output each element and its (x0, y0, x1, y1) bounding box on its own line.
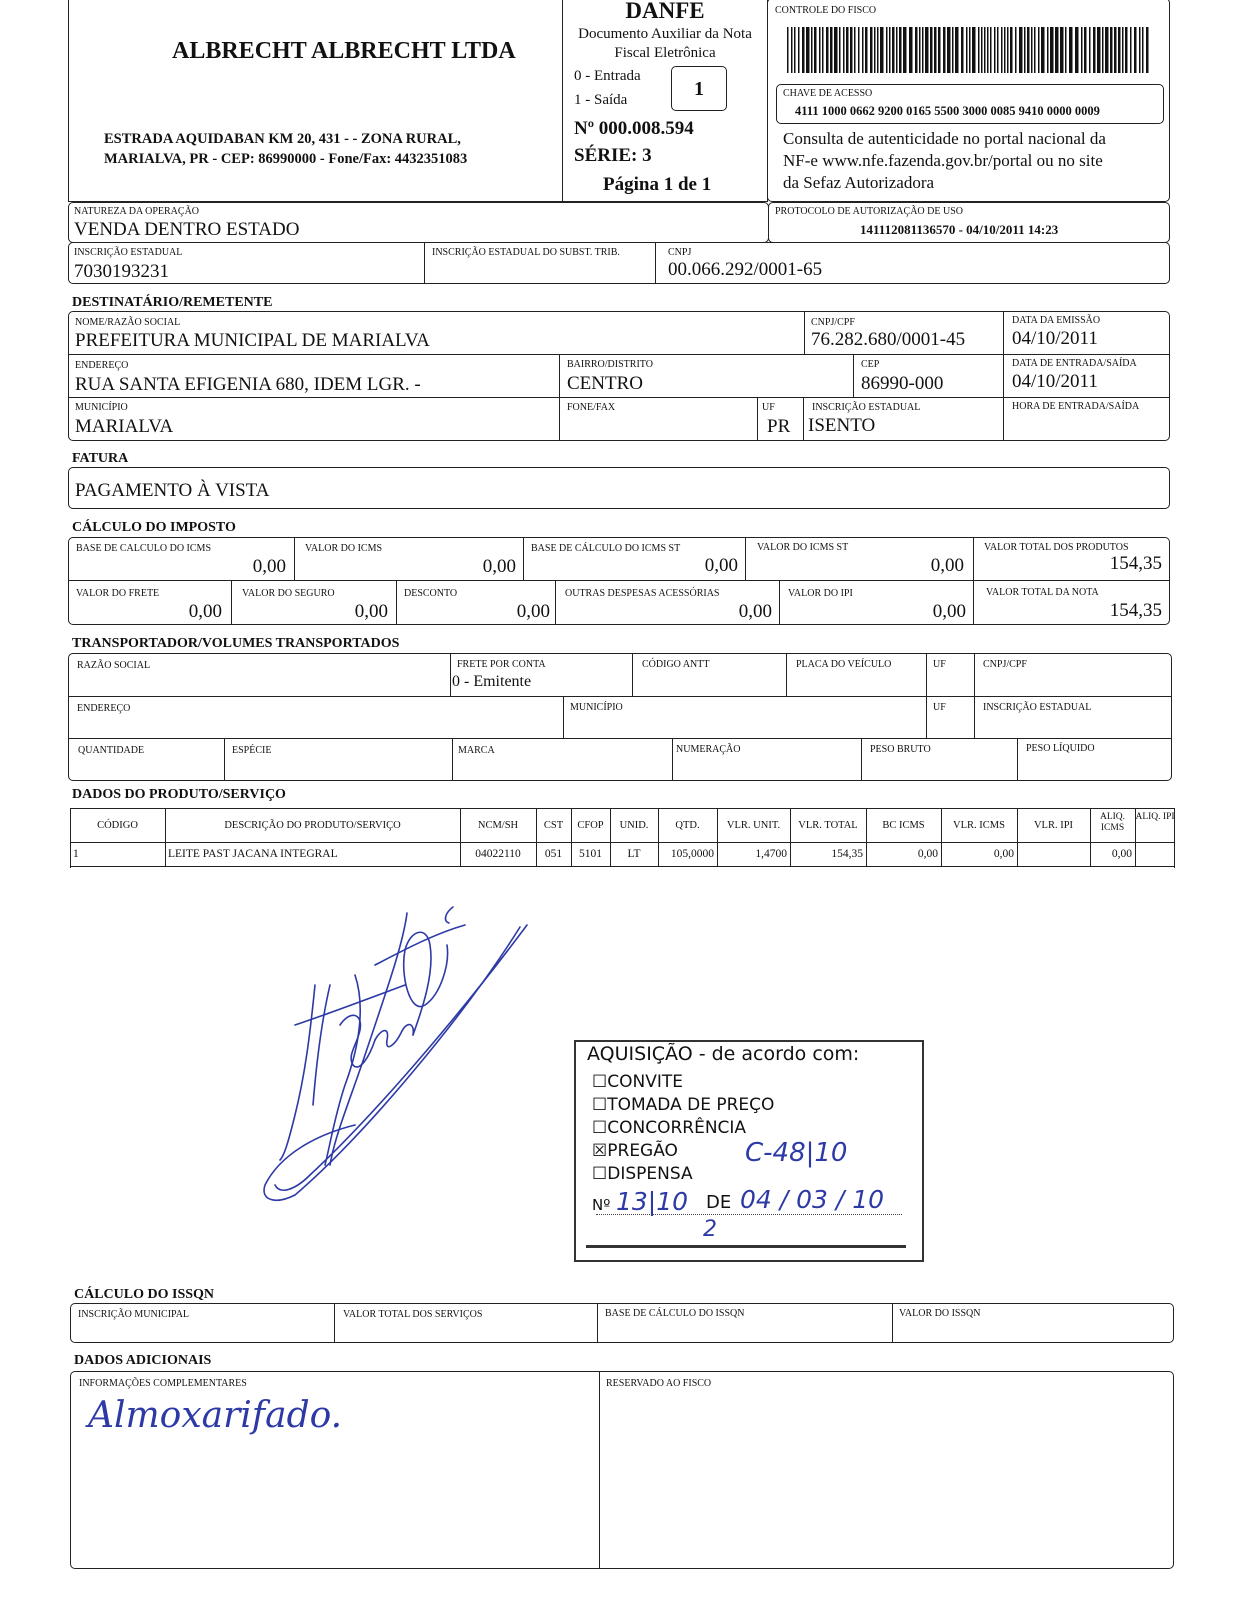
transp-municipio-label: MUNICÍPIO (570, 702, 623, 713)
stamp-date-hand: 04 / 03 / 10 (740, 1185, 885, 1214)
table-row-cell: 1 (73, 848, 79, 860)
table-header-cell: QTD. (675, 820, 700, 831)
table-header-cell: VLR. IPI (1033, 820, 1074, 831)
barcode (787, 27, 1149, 73)
icms-st-label: VALOR DO ICMS ST (757, 542, 849, 553)
dest-bairro-label: BAIRRO/DISTRITO (567, 359, 653, 370)
bc-st-value: 0,00 (704, 555, 738, 576)
ie-label: INSCRIÇÃO ESTADUAL (74, 247, 183, 258)
transp-liquido-label: PESO LÍQUIDO (1026, 743, 1095, 754)
chave-value: 4111 1000 0662 9200 0165 5500 3000 0085 9410 0000 0009 (795, 104, 1100, 118)
frete-label: VALOR DO FRETE (76, 588, 160, 599)
dest-nome-label: NOME/RAZÃO SOCIAL (75, 317, 181, 328)
icms-st-value: 0,00 (930, 555, 964, 576)
consulta-line3: da Sefaz Autorizadora (783, 173, 935, 192)
tipo-value: 1 (694, 78, 704, 100)
dest-cnpj-label: CNPJ/CPF (811, 317, 855, 328)
transp-marca-label: MARCA (458, 745, 495, 756)
table-row-cell: 0,00 (917, 848, 938, 860)
table-header-cell: UNID. (619, 820, 649, 831)
issqn-bc-label: BASE DE CÁLCULO DO ISSQN (605, 1308, 745, 1319)
stamp-hand-extra: 2 (703, 1217, 717, 1242)
seguro-value: 0,00 (354, 601, 388, 622)
bc-st-label: BASE DE CÁLCULO DO ICMS ST (531, 543, 681, 554)
dest-municipio-value: MARIALVA (75, 416, 174, 437)
stamp-hand-pregao: C-48|10 (745, 1138, 848, 1168)
checkbox-icon: ☐ (592, 1164, 608, 1184)
entrada-label: 0 - Entrada (574, 68, 641, 84)
table-header-cell: CFOP (577, 820, 604, 831)
table-header-cell: DESCRIÇÃO DO PRODUTO/SERVIÇO (224, 820, 401, 831)
handwritten-signature (235, 905, 535, 1205)
checked-box-icon: ☒ (592, 1141, 608, 1161)
table-header-cell: CÓDIGO (97, 820, 138, 831)
table-row-cell: 1,4700 (755, 848, 787, 860)
desconto-value: 0,00 (516, 601, 550, 622)
table-header-cell: ALIQ. IPI (1135, 812, 1175, 822)
table-header-cell: NCM/SH (477, 820, 519, 831)
stamp-option-concorrencia: ☐CONCORRÊNCIA (592, 1118, 747, 1138)
bc-icms-label: BASE DE CALCULO DO ICMS (76, 543, 212, 554)
transp-numeracao-label: NUMERAÇÃO (676, 744, 741, 755)
produtos-section-title: DADOS DO PRODUTO/SERVIÇO (72, 787, 286, 802)
transporte-box (68, 653, 1172, 781)
transp-frete-value: 0 - Emitente (452, 673, 532, 690)
transp-frete-label: FRETE POR CONTA (457, 659, 546, 670)
issqn-servicos-label: VALOR TOTAL DOS SERVIÇOS (343, 1309, 483, 1320)
checkbox-icon: ☐ (592, 1118, 608, 1138)
transporte-section-title: TRANSPORTADOR/VOLUMES TRANSPORTADOS (72, 636, 400, 651)
transp-uf2-label: UF (933, 702, 946, 713)
stamp-option-convite: ☐CONVITE (592, 1072, 683, 1092)
table-header-cell: VLR. ICMS (953, 820, 1005, 831)
stamp-de: DE (706, 1192, 732, 1213)
bc-icms-value: 0,00 (252, 556, 286, 577)
dest-hora-label: HORA DE ENTRADA/SAÍDA (1012, 401, 1140, 412)
table-header-cell: VLR. TOTAL (798, 820, 858, 831)
company-name: ALBRECHT ALBRECHT LTDA (172, 38, 516, 64)
dest-cep-value: 86990-000 (861, 373, 944, 394)
stamp-option-dispensa: ☐DISPENSA (592, 1164, 693, 1184)
natureza-value: VENDA DENTRO ESTADO (74, 219, 300, 240)
table-row-cell: 04022110 (475, 848, 521, 860)
outras-value: 0,00 (738, 601, 772, 622)
table-row-cell: LEITE PAST JACANA INTEGRAL (168, 848, 338, 860)
adicionais-section-title: DADOS ADICIONAIS (74, 1353, 212, 1368)
table-row-cell: 154,35 (831, 848, 863, 860)
dest-uf-value: PR (767, 416, 791, 437)
dest-cnpj-value: 76.282.680/0001-45 (811, 329, 966, 350)
ie-st-label: INSCRIÇÃO ESTADUAL DO SUBST. TRIB. (432, 247, 620, 258)
dest-emissao-label: DATA DA EMISSÃO (1012, 315, 1101, 326)
transp-endereco-label: ENDEREÇO (77, 703, 131, 714)
table-header-cell: VLR. UNIT. (726, 820, 781, 831)
dest-ie-label: INSCRIÇÃO ESTADUAL (812, 402, 921, 413)
transp-bruto-label: PESO BRUTO (870, 744, 931, 755)
cnpj-label: CNPJ (668, 247, 692, 258)
danfe-subtitle2: Fiscal Eletrônica (614, 45, 716, 61)
icms-value: 0,00 (482, 556, 516, 577)
company-address-line2: MARIALVA, PR - CEP: 86990000 - Fone/Fax: 4432351083 (104, 151, 468, 167)
imposto-section-title: CÁLCULO DO IMPOSTO (72, 520, 236, 535)
issqn-section-title: CÁLCULO DO ISSQN (74, 1287, 215, 1302)
table-row-cell: 0,00 (1111, 848, 1132, 860)
controle-fisco-label: CONTROLE DO FISCO (775, 5, 877, 16)
danfe-subtitle1: Documento Auxiliar da Nota (578, 26, 752, 42)
nota-numero: Nº 000.008.594 (574, 118, 694, 139)
icms-label: VALOR DO ICMS (305, 543, 383, 554)
dest-endereco-value: RUA SANTA EFIGENIA 680, IDEM LGR. - (75, 374, 421, 395)
desconto-label: DESCONTO (404, 588, 458, 599)
saida-label: 1 - Saída (574, 92, 628, 108)
consulta-line1: Consulta de autenticidade no portal nacional da (783, 129, 1106, 148)
transp-qtd-label: QUANTIDADE (78, 745, 145, 756)
transp-cnpj-label: CNPJ/CPF (983, 659, 1027, 670)
destinatario-section-title: DESTINATÁRIO/REMETENTE (72, 295, 273, 310)
ipi-value: 0,00 (932, 601, 966, 622)
seguro-label: VALOR DO SEGURO (242, 588, 335, 599)
checkbox-icon: ☐ (592, 1095, 608, 1115)
outras-label: OUTRAS DESPESAS ACESSÓRIAS (565, 588, 720, 599)
table-row-cell: 0,00 (993, 848, 1014, 860)
nota-serie: SÉRIE: 3 (574, 145, 652, 166)
dest-uf-label: UF (762, 402, 775, 413)
table-row-cell: 5101 (579, 848, 602, 860)
transp-uf-label: UF (933, 659, 946, 670)
checkbox-icon: ☐ (592, 1072, 608, 1092)
table-header-cell: BC ICMS (882, 820, 925, 831)
reservado-fisco-label: RESERVADO AO FISCO (606, 1378, 712, 1389)
transp-placa-label: PLACA DO VEÍCULO (796, 659, 892, 670)
transp-razao-label: RAZÃO SOCIAL (77, 660, 151, 671)
ipi-label: VALOR DO IPI (788, 588, 853, 599)
transp-ie-label: INSCRIÇÃO ESTADUAL (983, 702, 1092, 713)
table-header-cell: ALIQ. ICMS (1099, 812, 1126, 833)
issqn-im-label: INSCRIÇÃO MUNICIPAL (78, 1309, 190, 1320)
cnpj-value: 00.066.292/0001-65 (668, 259, 823, 280)
chave-label: CHAVE DE ACESSO (783, 88, 873, 99)
ie-value: 7030193231 (74, 261, 169, 282)
total-prod-value: 154,35 (1109, 553, 1162, 574)
frete-value: 0,00 (188, 601, 222, 622)
info-compl-hand: Almoxarifado. (88, 1395, 343, 1436)
table-header-cell: CST (543, 820, 564, 831)
total-nota-value: 154,35 (1109, 600, 1162, 621)
transp-antt-label: CÓDIGO ANTT (642, 659, 710, 670)
natureza-label: NATUREZA DA OPERAÇÃO (74, 206, 200, 217)
total-nota-label: VALOR TOTAL DA NOTA (986, 587, 1099, 598)
dest-ie-value: ISENTO (808, 415, 876, 436)
company-address-line1: ESTRADA AQUIDABAN KM 20, 431 - - ZONA RURAL, (104, 131, 461, 147)
dest-fone-label: FONE/FAX (567, 402, 616, 413)
stamp-option-tomada: ☐TOMADA DE PREÇO (592, 1095, 775, 1115)
stamp-num-hand: 13|10 (616, 1187, 689, 1216)
stamp-num-prefix: Nº (592, 1196, 611, 1214)
stamp-options (592, 1071, 774, 1186)
total-prod-label: VALOR TOTAL DOS PRODUTOS (984, 542, 1129, 553)
stamp-option-pregao: ☒PREGÃO (592, 1141, 678, 1161)
table-row-cell: LT (627, 848, 641, 860)
dest-entrada-value: 04/10/2011 (1012, 371, 1098, 392)
protocolo-value: 141112081136570 - 04/10/2011 14:23 (860, 222, 1059, 237)
fatura-value: PAGAMENTO À VISTA (75, 480, 270, 501)
dest-bairro-value: CENTRO (567, 373, 643, 394)
dest-entrada-label: DATA DE ENTRADA/SAÍDA (1012, 358, 1137, 369)
stamp-title: AQUISIÇÃO - de acordo com: (587, 1043, 860, 1065)
dest-cep-label: CEP (861, 359, 880, 370)
danfe-title: DANFE (625, 0, 705, 23)
table-row-cell: 051 (544, 848, 563, 860)
nota-pagina: Página 1 de 1 (603, 174, 712, 195)
issqn-valor-label: VALOR DO ISSQN (899, 1308, 981, 1319)
dest-nome-value: PREFEITURA MUNICIPAL DE MARIALVA (75, 330, 430, 351)
dest-emissao-value: 04/10/2011 (1012, 328, 1098, 349)
dest-municipio-label: MUNICÍPIO (75, 402, 128, 413)
protocolo-label: PROTOCOLO DE AUTORIZAÇÃO DE USO (775, 206, 963, 217)
dest-endereco-label: ENDEREÇO (75, 360, 129, 371)
emitente-box (68, 0, 563, 202)
table-row-cell: 105,0000 (670, 848, 714, 860)
transp-especie-label: ESPÉCIE (232, 745, 272, 756)
info-compl-label: INFORMAÇÕES COMPLEMENTARES (79, 1378, 247, 1389)
consulta-line2: NF-e www.nfe.fazenda.gov.br/portal ou no site (783, 151, 1103, 170)
fatura-section-title: FATURA (72, 451, 129, 466)
